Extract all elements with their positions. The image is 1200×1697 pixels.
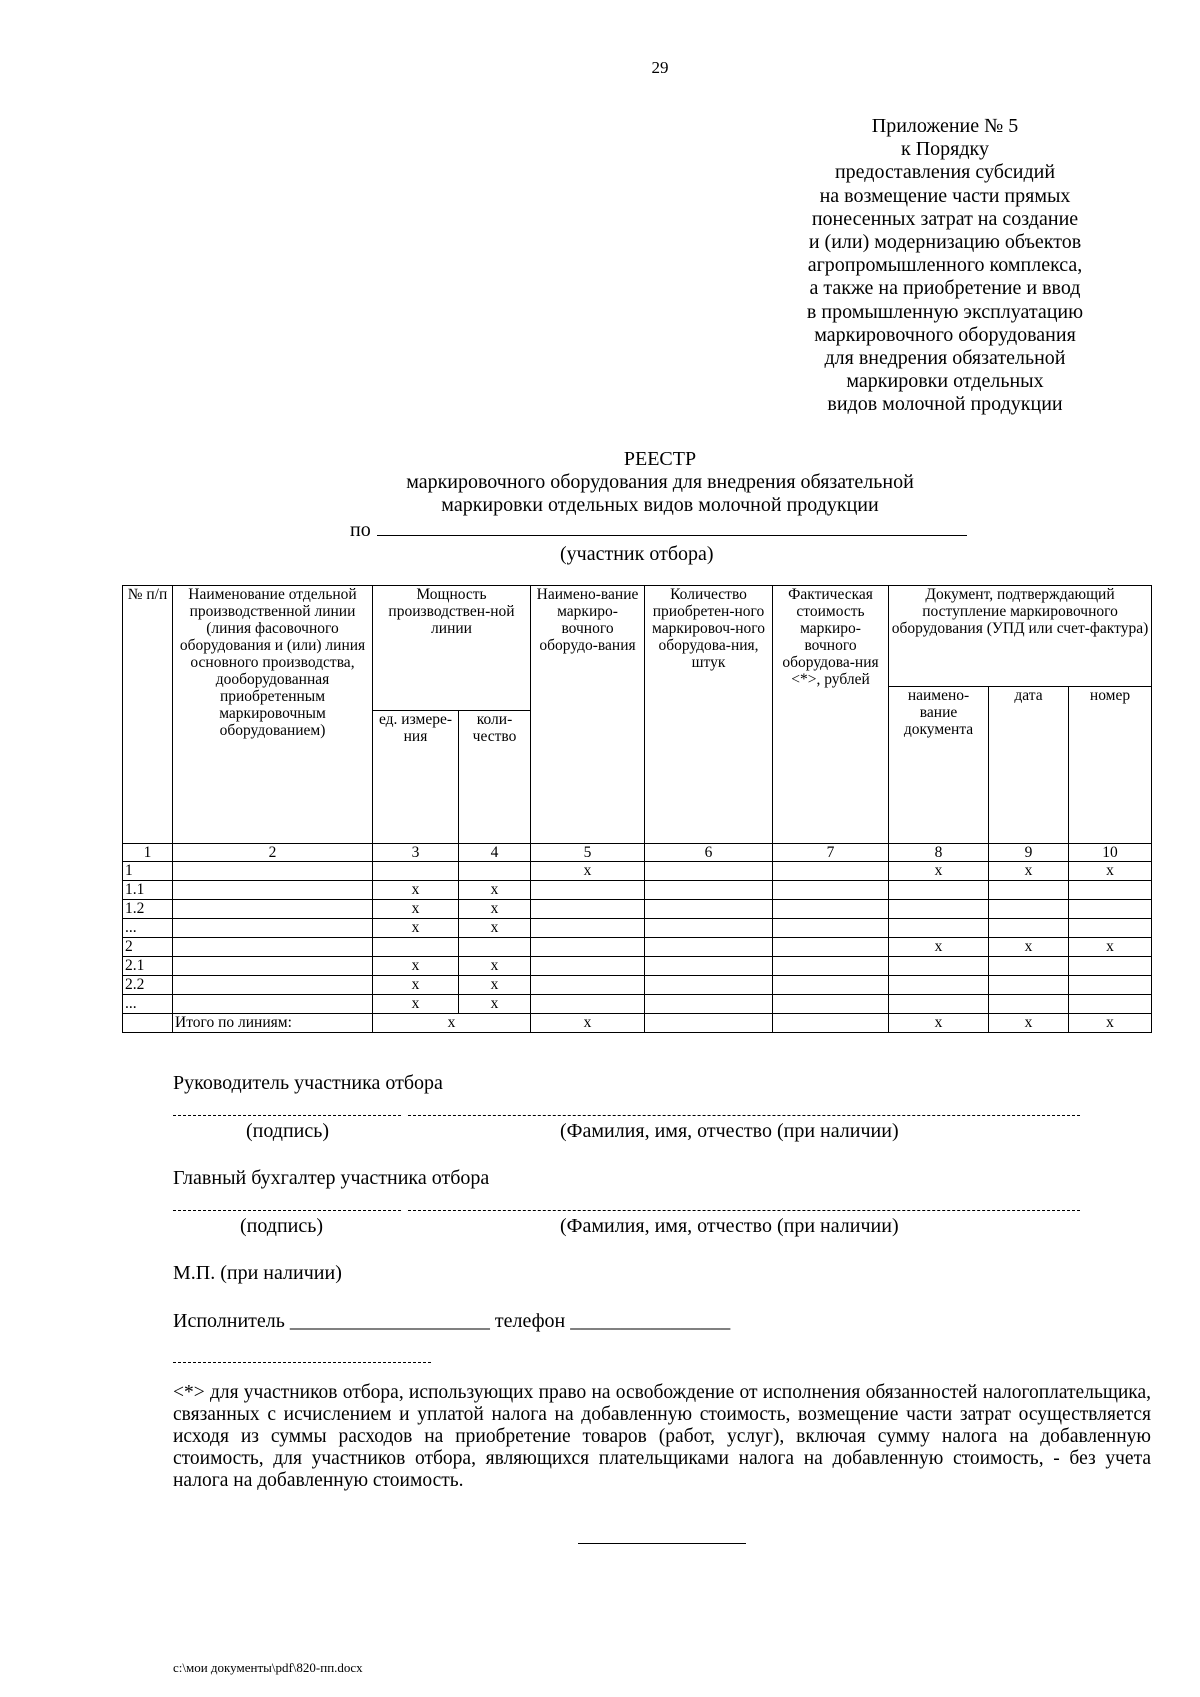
- appendix-line: предоставления субсидий: [834, 161, 1056, 184]
- table-cell: [1069, 957, 1152, 976]
- header-document: Документ, подтверждающий поступление маркировочного оборудования (УПД или счет-фактура): [889, 586, 1152, 687]
- header-quantity: коли-чество: [459, 711, 531, 844]
- column-number: 1: [123, 844, 173, 862]
- appendix-line: на возмещение части прямых: [819, 184, 1071, 207]
- table-cell: х: [459, 900, 531, 919]
- table-row: [123, 900, 1152, 919]
- appendix-line: маркировочного оборудования: [814, 323, 1076, 346]
- table-cell: [989, 900, 1069, 919]
- table-cell: [645, 919, 773, 938]
- column-number: 10: [1069, 844, 1152, 862]
- table-cell: [773, 976, 889, 995]
- table-cell: [889, 957, 989, 976]
- column-number: 5: [531, 844, 645, 862]
- signature-caption: (подпись): [240, 1215, 324, 1237]
- table-cell: [645, 957, 773, 976]
- table-cell: [1069, 900, 1152, 919]
- accountant-signature-line[interactable]: [173, 1210, 401, 1211]
- header-doc-date: дата: [989, 687, 1069, 844]
- column-number-row: [123, 844, 1152, 862]
- table-cell: [1069, 995, 1152, 1014]
- column-number: 4: [459, 844, 531, 862]
- table-cell: [889, 919, 989, 938]
- page-number: 29: [651, 58, 669, 77]
- appendix-line: для внедрения обязательной: [824, 347, 1066, 370]
- table-cell: х: [459, 919, 531, 938]
- table-cell: [645, 976, 773, 995]
- table-cell: х: [373, 995, 459, 1014]
- table-row: [123, 976, 1152, 995]
- appendix-line: понесенных затрат на создание: [811, 207, 1079, 230]
- appendix-line: к Порядку: [901, 138, 989, 161]
- appendix-line: Приложение № 5: [871, 115, 1019, 137]
- table-cell: [989, 995, 1069, 1014]
- column-number: 2: [173, 844, 373, 862]
- table-row: [123, 881, 1152, 900]
- table-cell: 2.1: [123, 957, 173, 976]
- table-cell: х: [531, 862, 645, 881]
- table-cell: [173, 919, 373, 938]
- table-row: [123, 995, 1152, 1014]
- participant-field: [350, 517, 967, 542]
- header-line-name: Наименование отдельной производственной линии (линия фасовочного оборудования и (или) линия основного производства, дооборудованная приобретенным маркировочным оборудованием): [173, 586, 373, 844]
- footnote-text: <*> для участников отбора, использующих право на освобождение от исполнения обязанностей налогоплательщика, связанных с исчислением и уплатой налога на добавленную стоимость, возмещение части затрат осуществляется исходя из суммы расходов на приобретение товаров (работ, услуг), включая сумму налога на добавленную стоимость, для участников отбора, являющихся плательщиками налога на добавленную стоимость, - без учета налога на добавленную стоимость.: [173, 1382, 1151, 1491]
- column-number: 8: [889, 844, 989, 862]
- table-cell: х: [989, 862, 1069, 881]
- table-cell: [989, 976, 1069, 995]
- appendix-block: [740, 115, 1150, 417]
- registry-table: [122, 585, 1152, 1033]
- appendix-line: и (или) модернизацию объектов: [808, 231, 1082, 254]
- table-cell: [459, 938, 531, 957]
- table-cell: [531, 881, 645, 900]
- table-cell: ...: [123, 919, 173, 938]
- appendix-line: в промышленную эксплуатацию: [806, 300, 1084, 323]
- header-doc-name: наимено-вание документа: [889, 687, 989, 844]
- table-cell: [773, 862, 889, 881]
- table-cell: [373, 862, 459, 881]
- table-cell: х: [373, 881, 459, 900]
- po-label: по: [350, 519, 371, 541]
- table-cell: [889, 995, 989, 1014]
- table-cell: [531, 938, 645, 957]
- table-cell: [1069, 881, 1152, 900]
- table-cell: [889, 900, 989, 919]
- table-cell: [459, 862, 531, 881]
- table-cell: х: [459, 976, 531, 995]
- total-row: [123, 1014, 1152, 1033]
- table-cell: [173, 957, 373, 976]
- table-cell: х: [459, 957, 531, 976]
- table-cell: [645, 900, 773, 919]
- header-cost: Фактическая стоимость маркиро-вочного оборудова-ния <*>, рублей: [773, 586, 889, 844]
- table-cell: [173, 976, 373, 995]
- table-cell: [531, 900, 645, 919]
- file-path: c:\мои документы\pdf\820-пп.docx: [173, 1660, 363, 1675]
- header-equip-count: Количество приобретен-ного маркировоч-ного оборудова-ния, штук: [645, 586, 773, 844]
- header-unit: ед. измере-ния: [373, 711, 459, 844]
- table-cell: ...: [123, 995, 173, 1014]
- table-cell: х: [1069, 862, 1152, 881]
- table-cell: [645, 995, 773, 1014]
- participant-caption: (участник отбора): [560, 543, 714, 565]
- table-cell: 2: [123, 938, 173, 957]
- total-capacity: х: [373, 1014, 531, 1033]
- table-cell: х: [889, 862, 989, 881]
- table-cell: [1069, 919, 1152, 938]
- participant-blank[interactable]: [377, 517, 967, 536]
- table-cell: 1.2: [123, 900, 173, 919]
- column-number: 3: [373, 844, 459, 862]
- table-cell: [645, 881, 773, 900]
- table-cell: [173, 881, 373, 900]
- table-cell: [773, 881, 889, 900]
- head-signature-line[interactable]: [173, 1115, 401, 1116]
- table-row: [123, 957, 1152, 976]
- table-cell: х: [373, 957, 459, 976]
- table-cell: [989, 881, 1069, 900]
- table-cell: 1: [123, 862, 173, 881]
- total-doc-number: х: [1069, 1014, 1152, 1033]
- appendix-line: видов молочной продукции: [827, 393, 1063, 416]
- accountant-label: Главный бухгалтер участника отбора: [173, 1167, 490, 1189]
- table-row: [123, 919, 1152, 938]
- table-cell: х: [889, 938, 989, 957]
- table-cell: [173, 938, 373, 957]
- table-cell: [531, 976, 645, 995]
- table-cell: [373, 938, 459, 957]
- title-line: маркировочного оборудования для внедрения обязательной: [406, 471, 914, 493]
- total-doc-name: х: [889, 1014, 989, 1033]
- table-cell: х: [989, 938, 1069, 957]
- table-cell: х: [1069, 938, 1152, 957]
- table-cell: [531, 995, 645, 1014]
- table-cell: [773, 900, 889, 919]
- table-cell: х: [373, 919, 459, 938]
- title-heading: РЕЕСТР: [623, 448, 697, 470]
- table-cell: [773, 919, 889, 938]
- table-row: [123, 862, 1152, 881]
- table-cell: х: [459, 881, 531, 900]
- column-number: 9: [989, 844, 1069, 862]
- title-line: маркировки отдельных видов молочной продукции: [441, 494, 879, 516]
- table-cell: [1069, 976, 1152, 995]
- table-cell: х: [373, 976, 459, 995]
- table-cell: [889, 881, 989, 900]
- table-cell: 2.2: [123, 976, 173, 995]
- table-cell: [531, 919, 645, 938]
- total-doc-date: х: [989, 1014, 1069, 1033]
- name-caption: (Фамилия, имя, отчество (при наличии): [560, 1120, 899, 1142]
- accountant-name-line[interactable]: [408, 1210, 1080, 1211]
- table-cell: [889, 976, 989, 995]
- appendix-line: а также на приобретение и ввод: [809, 277, 1081, 300]
- header-num: № п/п: [123, 586, 173, 844]
- end-line: [578, 1543, 746, 1544]
- header-capacity: Мощность производствен-ной линии: [373, 586, 531, 711]
- table-cell: [173, 900, 373, 919]
- stamp-label: М.П. (при наличии): [173, 1262, 342, 1284]
- table-cell: [173, 995, 373, 1014]
- table-cell: х: [459, 995, 531, 1014]
- total-equip-name: х: [531, 1014, 645, 1033]
- table-cell: [773, 957, 889, 976]
- table-cell: [531, 957, 645, 976]
- total-label: Итого по линиям:: [173, 1014, 373, 1033]
- table-cell: [173, 862, 373, 881]
- signature-caption: (подпись): [246, 1120, 330, 1142]
- table-cell: х: [373, 900, 459, 919]
- head-name-line[interactable]: [408, 1115, 1080, 1116]
- footnote-separator: [173, 1362, 431, 1363]
- table-cell: [645, 862, 773, 881]
- table-cell: [989, 957, 1069, 976]
- appendix-line: маркировки отдельных: [846, 370, 1044, 393]
- header-equip-name: Наимено-вание маркиро-вочного оборудо-вания: [531, 586, 645, 844]
- header-doc-number: номер: [1069, 687, 1152, 844]
- appendix-line: агропромышленного комплекса,: [807, 254, 1083, 277]
- table-row: [123, 938, 1152, 957]
- executor-field: Исполнитель ____________________ телефон ________________: [173, 1310, 731, 1332]
- table-cell: [989, 919, 1069, 938]
- name-caption: (Фамилия, имя, отчество (при наличии): [560, 1215, 899, 1237]
- table-cell: 1.1: [123, 881, 173, 900]
- table-body: [123, 862, 1152, 1014]
- table-cell: [773, 938, 889, 957]
- column-number: 7: [773, 844, 889, 862]
- table-cell: [645, 938, 773, 957]
- table-cell: [773, 995, 889, 1014]
- head-label: Руководитель участника отбора: [173, 1072, 443, 1094]
- document-title: [300, 448, 1020, 517]
- column-number: 6: [645, 844, 773, 862]
